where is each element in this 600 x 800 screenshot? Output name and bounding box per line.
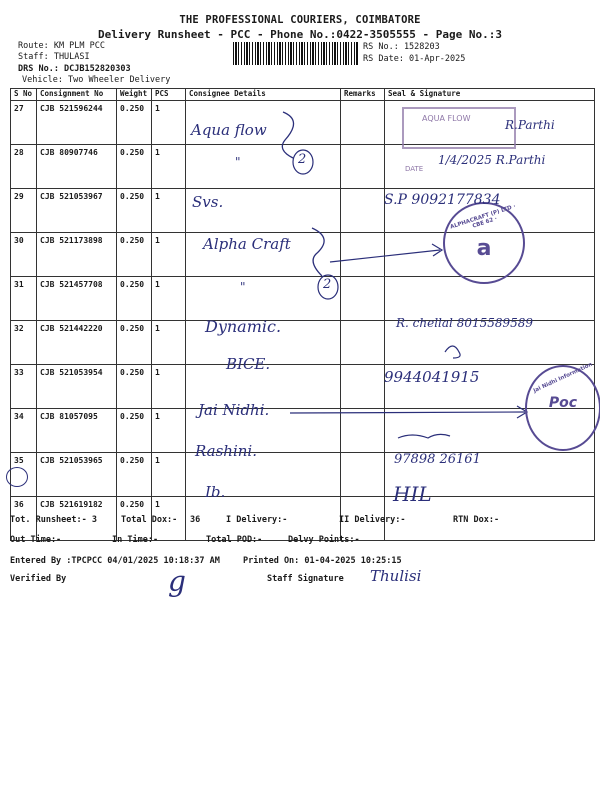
sign-scribble-33 <box>445 346 460 358</box>
weight-cell: 0.250 <box>117 409 152 453</box>
consignment-cell: CJB 81057095 <box>37 409 117 453</box>
ii-delivery: II Delivery:- <box>339 515 406 525</box>
sign-32: R. chellal 8015589589 <box>396 316 534 330</box>
pcs-cell: 1 <box>152 277 186 321</box>
pcs-cell: 1 <box>152 321 186 365</box>
sign-28: 1/4/2025 R.Parthi <box>438 153 546 167</box>
route-label: Route: KM PLM PCC <box>18 41 105 51</box>
consignment-cell: CJB 521457708 <box>37 277 117 321</box>
consignee-hand-27: Aqua flow <box>191 121 267 139</box>
col-consignee: Consignee Details <box>186 89 341 101</box>
sign-35: 97898 26161 <box>394 452 481 467</box>
staff-signature-label: Staff Signature <box>267 574 344 584</box>
sno-cell: 36 <box>11 497 37 541</box>
consignee-hand-30: Alpha Craft <box>203 235 291 253</box>
alphacraft-seal <box>443 202 525 284</box>
weight-cell: 0.250 <box>117 145 152 189</box>
stamp-date-label: DATE <box>405 165 424 173</box>
sign-27: R.Parthi <box>505 118 555 132</box>
col-sno: S No <box>11 89 37 101</box>
pcs-cell: 1 <box>152 409 186 453</box>
pcs-cell: 1 <box>152 365 186 409</box>
out-time: Out Time:- <box>10 535 62 545</box>
consignment-cell: CJB 521173898 <box>37 233 117 277</box>
entered-by: Entered By :TPCPCC 04/01/2025 10:18:37 AM <box>10 556 220 566</box>
consignment-cell: CJB 521619182 <box>37 497 117 541</box>
consignee-hand-29: Svs. <box>192 193 224 211</box>
consignee-hand-28: " <box>235 155 241 169</box>
sign-29: S.P 9092177834 <box>384 192 501 208</box>
sno-cell: 35 <box>11 453 37 497</box>
brace-2 <box>312 228 324 276</box>
pcs-cell: 1 <box>152 497 186 541</box>
sno-cell: 33 <box>11 365 37 409</box>
total-dox-label: Total Dox:- <box>121 515 178 525</box>
sno-cell: 30 <box>11 233 37 277</box>
printed-on: Printed On: 01-04-2025 10:25:15 <box>243 556 402 566</box>
consignment-cell: CJB 80907746 <box>37 145 117 189</box>
brace-1 <box>282 112 293 158</box>
consignment-cell: CJB 521053954 <box>37 365 117 409</box>
qty-2-a: 2 <box>298 152 307 167</box>
i-delivery: I Delivery:- <box>226 515 288 525</box>
consignee-hand-35: Rashini. <box>195 442 257 460</box>
seal-jai-ring: Jai Nidhi Information <box>532 361 594 395</box>
col-pcs: PCS <box>152 89 186 101</box>
rs-no-label: RS No.: 1528203 <box>363 42 440 52</box>
pcs-cell: 1 <box>152 145 186 189</box>
weight-cell: 0.250 <box>117 189 152 233</box>
qty-2-b: 2 <box>323 277 332 292</box>
sno-cell: 28 <box>11 145 37 189</box>
consignee-hand-34: Jai Nidhi. <box>198 401 270 419</box>
verified-by: Verified By <box>10 574 67 584</box>
consignee-hand-32: Dynamic. <box>205 317 282 336</box>
weight-cell: 0.250 <box>117 101 152 145</box>
sno-cell: 27 <box>11 101 37 145</box>
col-consignment: Consignment No <box>37 89 117 101</box>
consignee-hand-33: BICE. <box>226 355 271 373</box>
weight-cell: 0.250 <box>117 321 152 365</box>
total-pod: Total POD:- <box>206 535 263 545</box>
weight-cell: 0.250 <box>117 497 152 541</box>
weight-cell: 0.250 <box>117 277 152 321</box>
delvy-points: Delvy Points:- <box>288 535 360 545</box>
col-weight: Weight <box>117 89 152 101</box>
consignee-hand-36: Ib. <box>205 483 226 501</box>
staff-label: Staff: THULASI <box>18 52 90 62</box>
sno-cell: 34 <box>11 409 37 453</box>
pcs-cell: 1 <box>152 453 186 497</box>
consignee-hand-31: " <box>240 280 246 294</box>
weight-cell: 0.250 <box>117 233 152 277</box>
seal-alpha-center: a <box>476 236 492 261</box>
sign-scribble-35 <box>398 434 450 438</box>
jainidhi-seal <box>525 361 600 451</box>
rs-date-label: RS Date: 01-Apr-2025 <box>363 54 466 64</box>
tot-runsheet: Tot. Runsheet:- 3 <box>10 515 97 525</box>
total-dox-value: 36 <box>190 515 201 525</box>
consignment-cell: CJB 521442220 <box>37 321 117 365</box>
stamp-top-text: AQUA FLOW <box>422 114 471 123</box>
row-36-circle <box>6 467 28 487</box>
weight-cell: 0.250 <box>117 365 152 409</box>
company-title: THE PROFESSIONAL COURIERS, COIMBATORE <box>179 14 421 26</box>
pcs-cell: 1 <box>152 189 186 233</box>
arrow-30 <box>330 250 440 262</box>
in-time: In Time:- <box>112 535 159 545</box>
seal-jai-center: Poc <box>548 395 578 411</box>
rtn-dox: RTN Dox:- <box>453 515 500 525</box>
col-remarks: Remarks <box>341 89 385 101</box>
drs-label: DRS No.: DCJB152820303 <box>18 64 131 74</box>
col-seal: Seal & Signature <box>385 89 595 101</box>
runsheet-subtitle: Delivery Runsheet - PCC - Phone No.:0422-3505555 - Page No.:3 <box>98 28 502 41</box>
consignment-cell: CJB 521053965 <box>37 453 117 497</box>
weight-cell: 0.250 <box>117 453 152 497</box>
consignment-cell: CJB 521053967 <box>37 189 117 233</box>
verified-signature: g <box>168 565 186 598</box>
seal-alpha-ring: ALPHACRAFT (P) LTD · CBE 62 · <box>449 203 517 231</box>
pcs-cell: 1 <box>152 233 186 277</box>
staff-signature: Thulisi <box>370 567 422 585</box>
arrow-34 <box>290 412 525 413</box>
vehicle-label: Vehicle: Two Wheeler Delivery <box>22 75 171 85</box>
sno-cell: 32 <box>11 321 37 365</box>
consignment-cell: CJB 521596244 <box>37 101 117 145</box>
sign-36: HIL <box>393 482 432 506</box>
pcs-cell: 1 <box>152 101 186 145</box>
sign-33: 9944041915 <box>384 368 480 386</box>
sno-cell: 29 <box>11 189 37 233</box>
sno-cell: 31 <box>11 277 37 321</box>
